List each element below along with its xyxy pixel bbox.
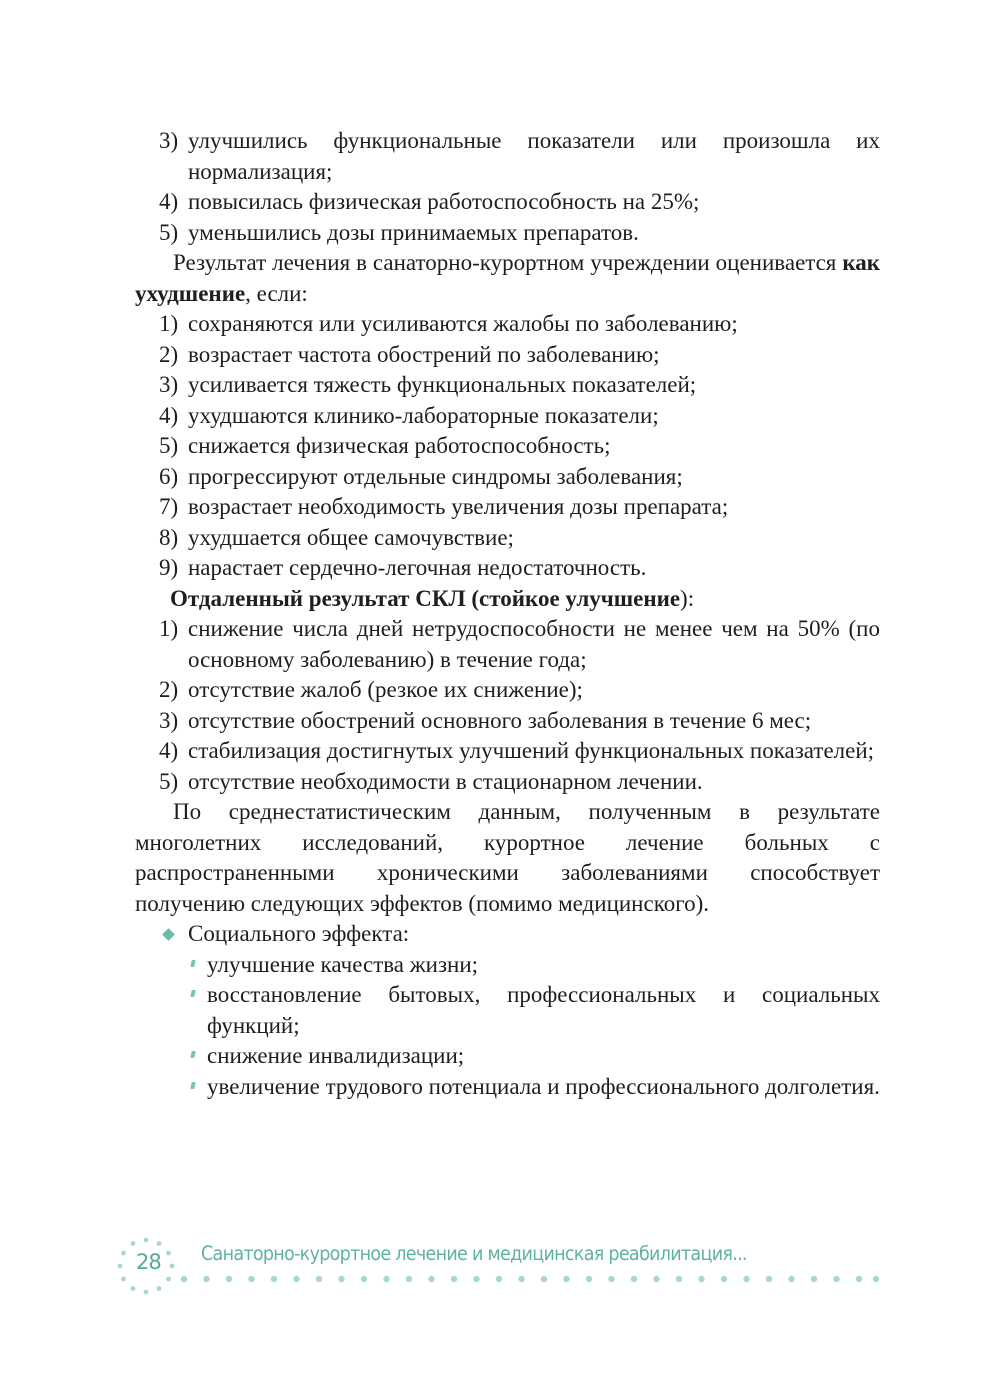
item-text: усиливается тяжесть функциональных показателей; xyxy=(188,372,697,397)
item-number: 5) xyxy=(159,433,179,458)
dotted-rule xyxy=(178,1273,882,1285)
body-text xyxy=(135,126,880,1102)
paragraph-worsening xyxy=(135,248,880,309)
item-text: стабилизация достигнутых улучшений функциональных показателей; xyxy=(188,738,875,763)
item-text: отсутствие обострений основного заболевания в течение 6 мес; xyxy=(188,707,812,733)
item-text: ухудшается общее самочувствие; xyxy=(188,524,514,550)
item-text: прогрессируют отдельные синдромы заболевания; xyxy=(188,463,683,489)
item-text: отсутствие жалоб (резкое их снижение); xyxy=(188,677,583,702)
item-number: 4) xyxy=(159,189,179,214)
list-item xyxy=(135,767,880,798)
sub-bullet-item xyxy=(135,1072,880,1103)
item-number: 8) xyxy=(159,524,179,550)
paragraph-statistics: По среднестатистическим данным, полученным в результате многолетних исследований, курортное лечение больных с распространенными хроническими заболеваниями способствует получению следующих эффектов (помимо медицинского). xyxy=(135,799,880,916)
list-item xyxy=(135,309,880,340)
sub-bullet-item xyxy=(135,950,880,981)
list-item xyxy=(135,340,880,371)
list-item xyxy=(135,431,880,462)
item-number: 3) xyxy=(159,372,179,397)
sub-bullet-text: восстановление бытовых, профессиональных и социальных функций; xyxy=(207,982,880,1038)
item-text: улучшились функциональные показатели или произошла их нормализация; xyxy=(188,128,880,184)
item-number: 4) xyxy=(159,402,179,428)
heading-text: Отдаленный результат СКЛ (стойкое улучшение xyxy=(170,585,681,611)
list-item xyxy=(135,523,880,554)
item-text: возрастает необходимость увеличения дозы препарата; xyxy=(188,494,729,519)
item-number: 7) xyxy=(159,494,179,519)
list-item xyxy=(135,492,880,523)
heading-remote-result xyxy=(135,584,880,615)
item-number: 5) xyxy=(159,219,179,245)
sub-bullet-icon xyxy=(190,960,195,967)
item-number: 1) xyxy=(159,311,179,336)
list-item xyxy=(135,401,880,432)
item-text: снижение числа дней нетрудоспособности не менее чем на 50% (по основному заболеванию) в течение года; xyxy=(188,616,880,672)
bold-term: как ухудшение xyxy=(135,250,880,306)
heading-suffix: ): xyxy=(680,585,695,611)
bullet-label: Социального эффекта: xyxy=(188,921,410,946)
sub-bullet-icon xyxy=(190,1051,195,1058)
item-number: 2) xyxy=(159,341,179,367)
list-item xyxy=(135,675,880,706)
paragraph-text: Результат лечения в санаторно-курортном учреждении оценивается xyxy=(173,250,843,275)
item-number: 1) xyxy=(159,616,179,641)
list-item xyxy=(135,370,880,401)
item-number: 4) xyxy=(159,738,179,763)
diamond-bullet-icon xyxy=(162,928,175,941)
item-text: нарастает сердечно-легочная недостаточность. xyxy=(188,555,647,580)
item-text: уменьшились дозы принимаемых препаратов. xyxy=(188,219,639,245)
sub-bullet-icon xyxy=(190,990,195,997)
item-number: 9) xyxy=(159,555,179,580)
item-text: отсутствие необходимости в стационарном лечении. xyxy=(188,768,703,794)
list-item xyxy=(135,462,880,493)
item-text: сохраняются или усиливаются жалобы по заболеванию; xyxy=(188,311,738,336)
list-item xyxy=(135,614,880,675)
list-item xyxy=(135,553,880,584)
sub-bullet-text: увеличение трудового потенциала и профессионального долголетия. xyxy=(207,1073,880,1099)
sub-bullet-text: снижение инвалидизации; xyxy=(207,1043,465,1068)
item-number: 3) xyxy=(159,128,179,153)
item-text: возрастает частота обострений по заболеванию; xyxy=(188,341,660,367)
item-text: снижается физическая работоспособность; xyxy=(188,433,611,458)
list-item xyxy=(135,126,880,187)
sub-bullet-icon xyxy=(190,1082,195,1089)
item-number: 6) xyxy=(159,463,179,489)
sub-bullet-item xyxy=(135,1041,880,1072)
item-text: ухудшаются клинико-лабораторные показатели; xyxy=(188,402,659,428)
list-item xyxy=(135,187,880,218)
page-number: 28 xyxy=(136,1250,161,1274)
sub-bullet-text: улучшение качества жизни; xyxy=(207,951,479,977)
running-title: Санаторно-курортное лечение и медицинская реабилитация... xyxy=(201,1242,747,1265)
list-item xyxy=(135,736,880,767)
item-text: повысилась физическая работоспособность на 25%; xyxy=(188,189,700,214)
item-number: 3) xyxy=(159,707,179,733)
paragraph-text: , если: xyxy=(245,280,308,306)
list-item xyxy=(135,218,880,249)
sub-bullet-item xyxy=(135,980,880,1041)
bullet-social-effect xyxy=(135,919,880,950)
item-number: 5) xyxy=(159,768,179,794)
list-item xyxy=(135,706,880,737)
item-number: 2) xyxy=(159,677,179,702)
